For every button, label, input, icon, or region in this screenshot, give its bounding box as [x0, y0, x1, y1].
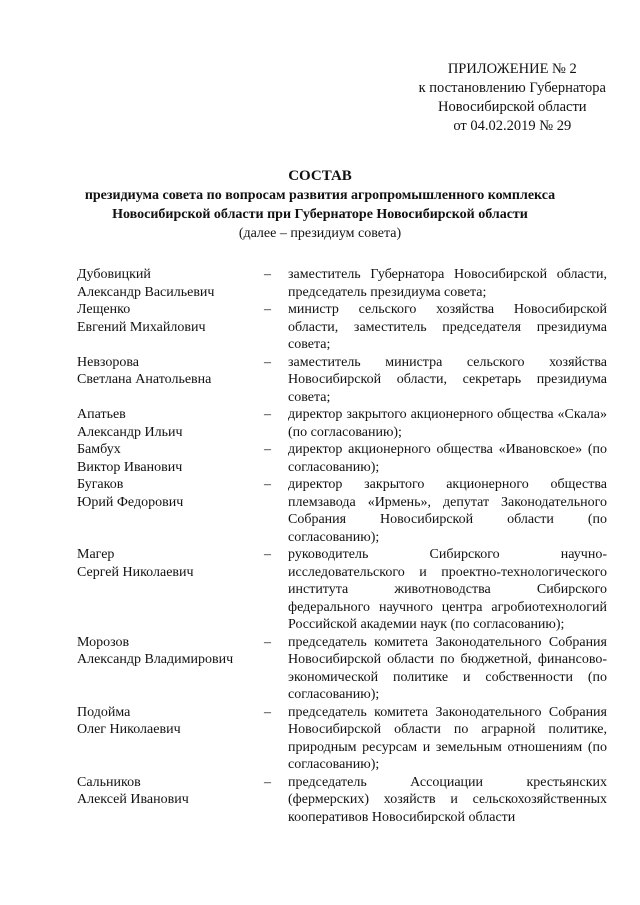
member-role: директор закрытого акционерного общества племзавода «Ирмень», депутат Законодательного Собрания Новосибирской области (по согласованию);	[288, 477, 607, 545]
document-note: (далее – президиум совета)	[238, 226, 402, 241]
member-row	[77, 406, 607, 441]
member-row	[77, 634, 607, 704]
document-subtitle-line1: президиума совета по вопросам развития агропромышленного комплекса	[84, 188, 556, 203]
member-name	[77, 441, 264, 476]
appendix-region: Новосибирской области	[438, 99, 587, 115]
member-row	[77, 704, 607, 774]
member-dash: –	[264, 774, 271, 790]
member-dash: –	[264, 704, 271, 720]
member-surname: Сальников	[77, 774, 141, 790]
member-role: директор закрытого акционерного общества «Скала» (по согласованию);	[288, 407, 607, 440]
member-row	[77, 354, 607, 407]
member-dash: –	[264, 477, 271, 492]
member-given-name: Виктор Иванович	[77, 459, 183, 475]
appendix-block	[419, 60, 606, 136]
member-role: директор акционерного общества «Ивановское» (по согласованию);	[288, 442, 607, 475]
member-row	[77, 266, 607, 301]
appendix-date: от 04.02.2019 № 29	[453, 118, 572, 134]
member-surname: Бугаков	[77, 477, 124, 492]
member-role: председатель комитета Законодательного Собрания Новосибирской области по аграрной политике, природным ресурсам и земельным отношениям (по согласованию);	[288, 704, 607, 772]
member-row	[77, 546, 607, 634]
appendix-number: ПРИЛОЖЕНИЕ № 2	[447, 61, 577, 77]
member-row	[77, 301, 607, 354]
member-name	[77, 354, 264, 407]
member-dash: –	[264, 302, 271, 317]
member-given-name: Евгений Михайлович	[77, 319, 206, 335]
document-subtitle-line2: Новосибирской области при Губернаторе Новосибирской области	[112, 207, 528, 222]
member-surname: Бамбух	[77, 442, 121, 457]
member-name	[77, 774, 264, 827]
member-surname: Дубовицкий	[77, 267, 151, 282]
member-name	[77, 546, 264, 634]
member-role: министр сельского хозяйства Новосибирской области, заместитель председателя президиума совета;	[288, 302, 607, 352]
member-role: заместитель министра сельского хозяйства Новосибирской области, секретарь президиума совета;	[288, 354, 607, 405]
member-given-name: Александр Владимирович	[77, 652, 234, 667]
member-given-name: Светлана Анатольевна	[77, 372, 212, 387]
member-dash: –	[264, 267, 271, 282]
member-row	[77, 476, 607, 546]
member-row	[77, 441, 607, 476]
member-dash: –	[264, 442, 271, 457]
member-role: председатель Ассоциации крестьянских (фермерских) хозяйств и сельскохозяйственных кооперативов Новосибирской области	[288, 774, 607, 825]
member-name	[77, 266, 264, 301]
member-dash: –	[264, 547, 271, 562]
member-given-name: Сергей Николаевич	[77, 564, 194, 580]
member-name	[77, 476, 264, 546]
member-name	[77, 301, 264, 354]
member-surname: Магер	[77, 547, 115, 562]
member-name	[77, 704, 264, 774]
member-surname: Апатьев	[77, 407, 126, 422]
member-given-name: Юрий Федорович	[77, 494, 184, 510]
member-given-name: Алексей Иванович	[77, 792, 189, 807]
member-given-name: Александр Васильевич	[77, 284, 215, 300]
members-list	[77, 266, 607, 826]
member-name	[77, 406, 264, 441]
member-dash: –	[264, 354, 271, 370]
member-surname: Подойма	[77, 704, 131, 720]
heading-block	[0, 167, 640, 243]
member-dash: –	[264, 634, 271, 650]
member-given-name: Олег Николаевич	[77, 722, 181, 737]
document-title: СОСТАВ	[288, 168, 352, 184]
member-surname: Лещенко	[77, 302, 131, 317]
member-given-name: Александр Ильич	[77, 424, 183, 440]
appendix-reference: к постановлению Губернатора	[418, 80, 606, 96]
member-role: руководитель Сибирского научно-исследовательского и проектно-технологического института животноводства Сибирского федерального научного центра агробиотехнологий Российской академии наук (по согласованию);	[288, 547, 607, 632]
member-surname: Морозов	[77, 634, 130, 650]
member-surname: Невзорова	[77, 354, 140, 370]
member-dash: –	[264, 407, 271, 422]
member-role: заместитель Губернатора Новосибирской области, председатель президиума совета;	[288, 267, 607, 300]
member-role: председатель комитета Законодательного Собрания Новосибирской области по бюджетной, финансово-экономической политике и собственности (по согласованию);	[288, 634, 607, 702]
member-name	[77, 634, 264, 704]
member-row	[77, 774, 607, 827]
